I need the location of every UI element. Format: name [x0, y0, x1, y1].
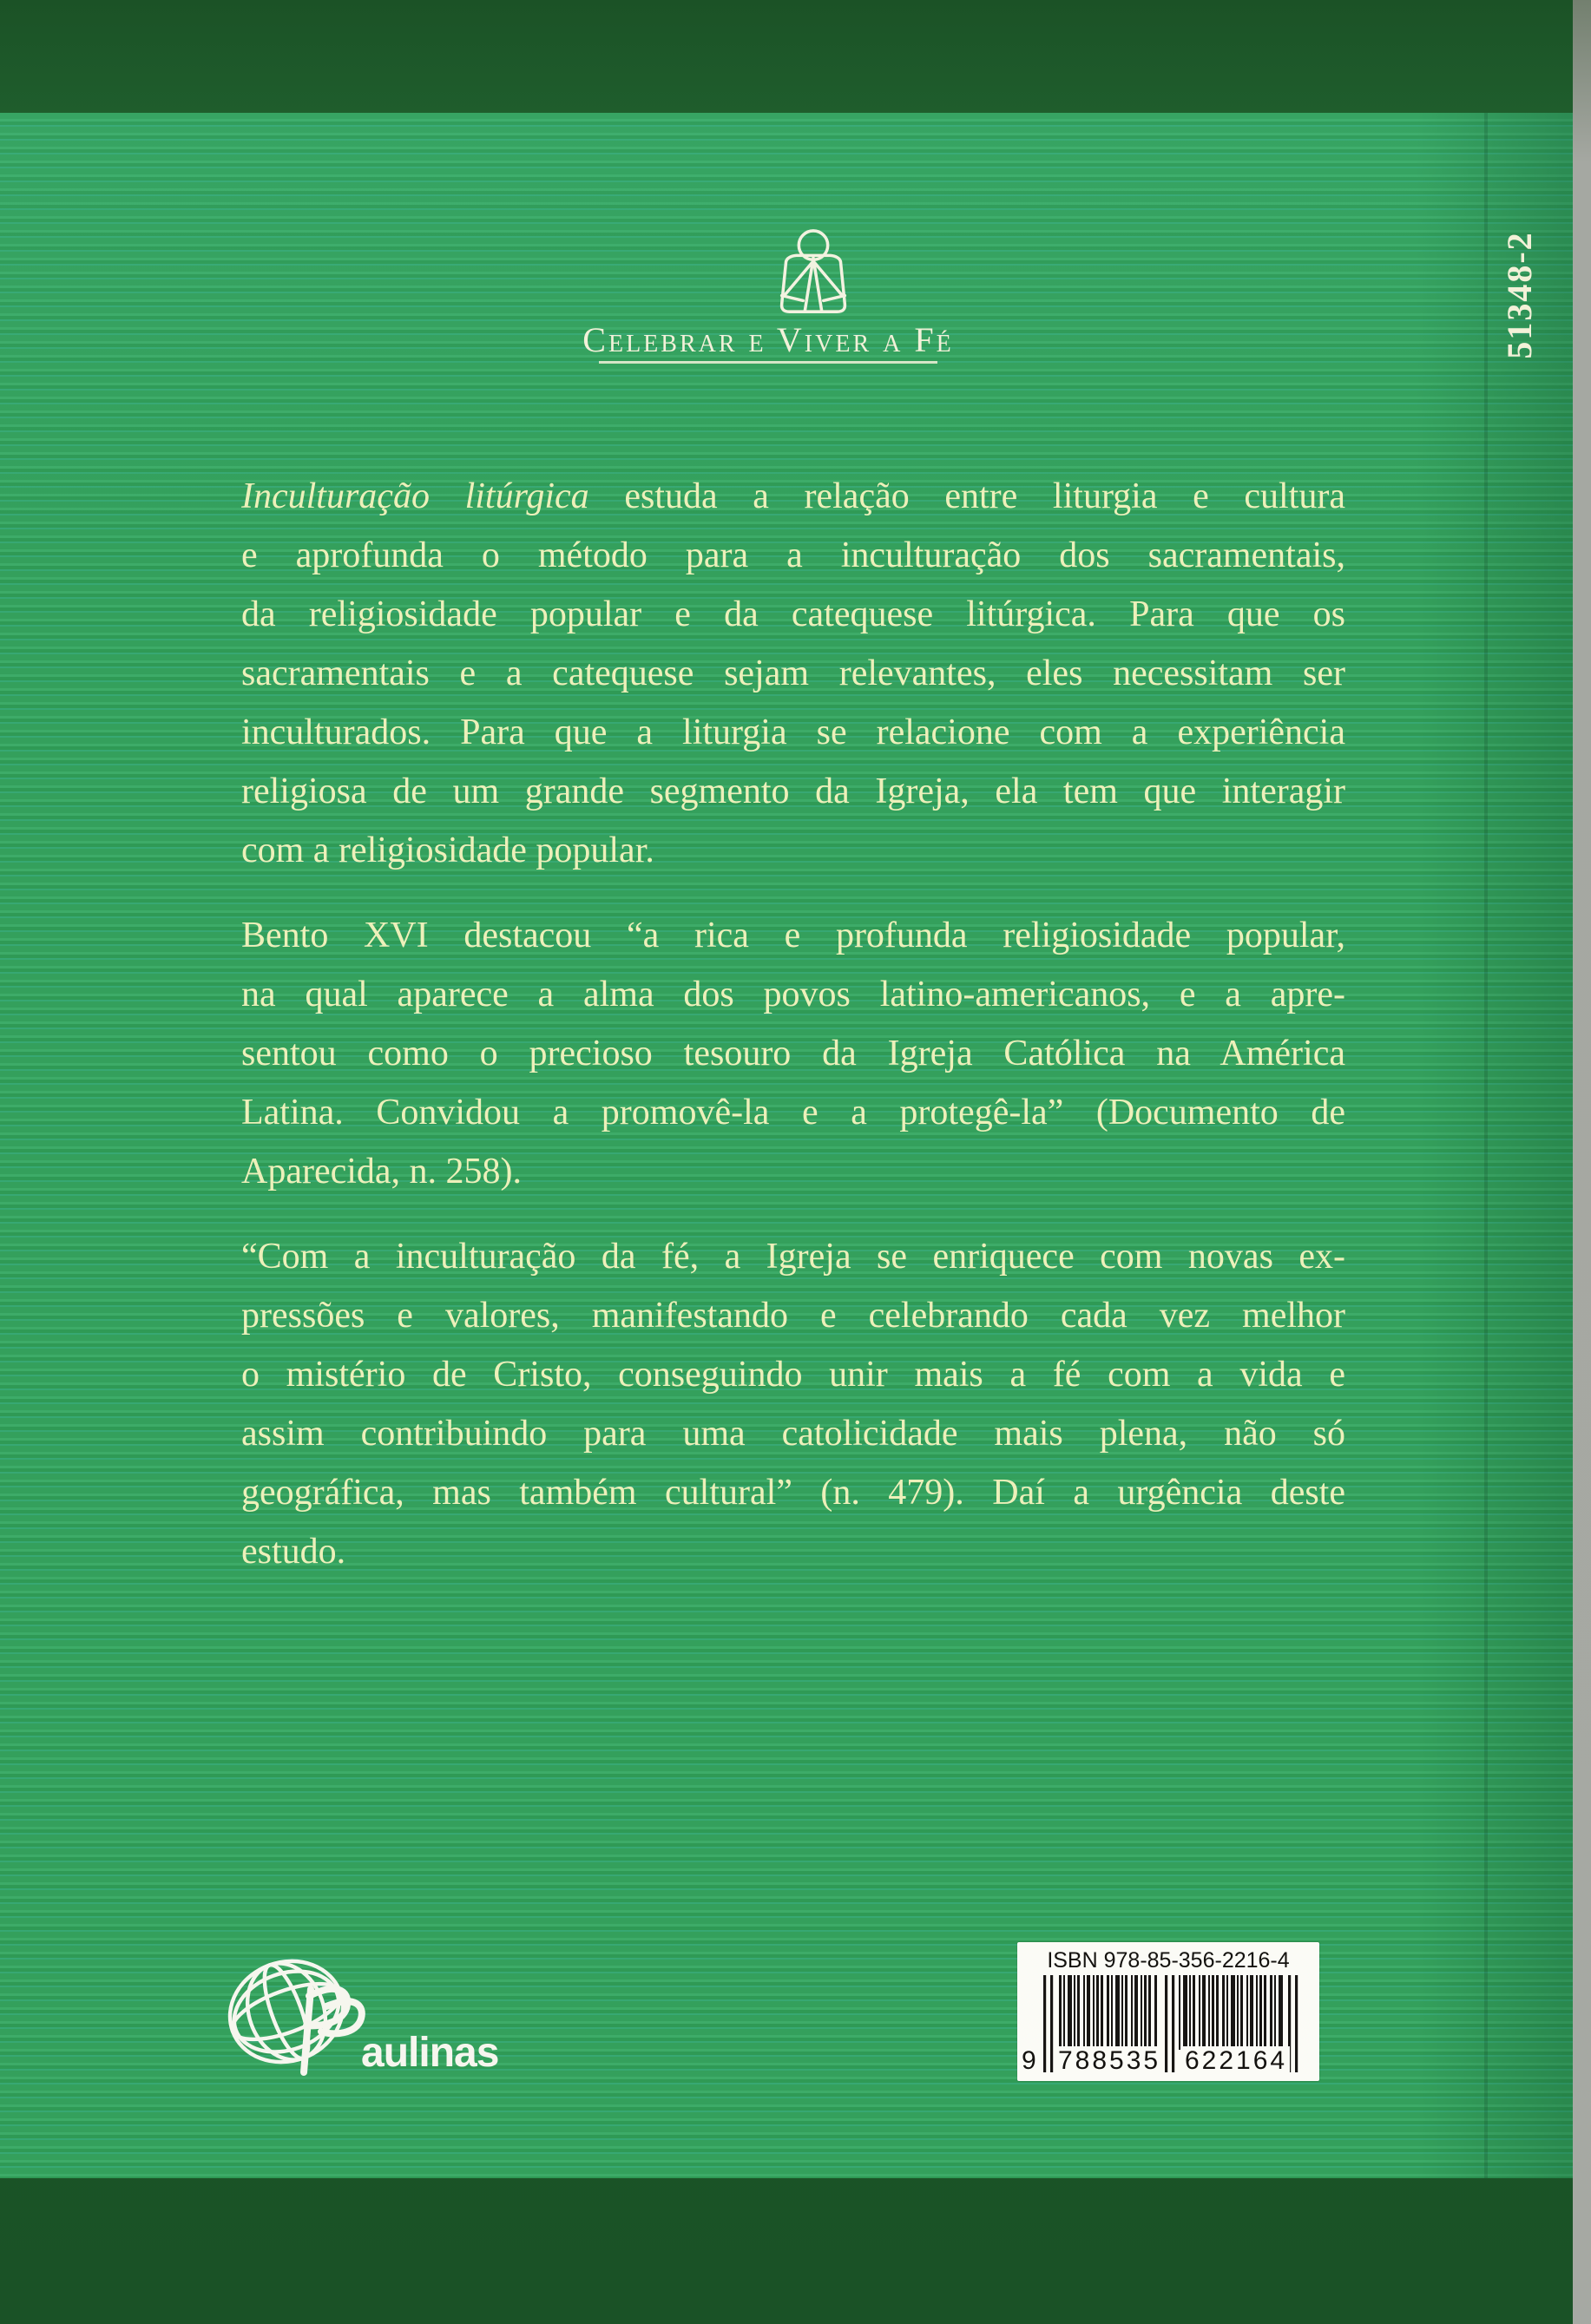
praying-figure-icon [770, 227, 857, 321]
book-back-cover [0, 113, 1573, 2178]
blurb-line: inculturados. Para que a liturgia se relacione com a experiência [241, 712, 1345, 752]
publisher-name: aulinas [361, 2030, 499, 2076]
barcode-digits [1017, 2046, 1319, 2078]
blurb-line: com a religiosidade popular. [241, 830, 654, 870]
blurb-line: assim contribuindo para uma catolicidade mais plena, não só [241, 1414, 1345, 1454]
blurb-paragraph [241, 1227, 1345, 1581]
globe-wireframe-icon [224, 1954, 371, 2083]
blurb-line: Inculturação litúrgica estuda a relação entre liturgia e cultura [241, 476, 1345, 516]
blurb-line: na qual aparece a alma dos povos latino-americanos, e a apre- [241, 975, 1345, 1014]
blurb-line: e aprofunda o método para a inculturação dos sacramentais, [241, 535, 1345, 575]
blurb-line: geográfica, mas também cultural” (n. 479). Daí a urgência deste [241, 1473, 1345, 1513]
blurb-paragraph [241, 467, 1345, 880]
blurb-line: “Com a inculturação da fé, a Igreja se enriquece com novas ex- [241, 1237, 1345, 1277]
blurb-line: Latina. Convidou a promovê-la e a protegê-la” (Documento de [241, 1093, 1345, 1132]
collection-title: Celebrar e Viver a Fé [582, 320, 954, 359]
isbn-label: ISBN 978-85-356-2216-4 [1047, 1948, 1290, 1973]
barcode-digit-group: 788535 [1055, 2046, 1163, 2076]
scanner-edge [1573, 0, 1591, 2324]
blurb-line: Aparecida, n. 258). [241, 1152, 523, 1192]
blurb-line: sentou como o precioso tesouro da Igreja Católica na América [241, 1034, 1345, 1073]
blurb-line: pressões e valores, manifestando e celebrando cada vez melhor [241, 1296, 1345, 1336]
isbn-box [1017, 1942, 1319, 2081]
barcode-digit-group: 622164 [1182, 2046, 1290, 2076]
blurb-line: sacramentais e a catequese sejam relevantes, eles necessitam ser [241, 653, 1345, 693]
blurb-line: religiosa de um grande segmento da Igreja, ela tem que interagir [241, 771, 1345, 811]
blurb-paragraph [241, 906, 1345, 1201]
blurb-line: Bento XVI destacou “a rica e profunda religiosidade popular, [241, 916, 1345, 955]
barcode-digit-group: 9 [1019, 2046, 1042, 2076]
blurb-line: da religiosidade popular e da catequese litúrgica. Para que os [241, 594, 1345, 634]
spine-print-code: 51348-2 [1499, 231, 1539, 359]
back-blurb [241, 467, 1345, 1607]
title-underline [599, 361, 937, 364]
cover-crease [1484, 113, 1488, 2178]
blurb-line: estudo. [241, 1532, 346, 1572]
blurb-line: o mistério de Cristo, conseguindo unir mais a fé com a vida e [241, 1355, 1345, 1395]
